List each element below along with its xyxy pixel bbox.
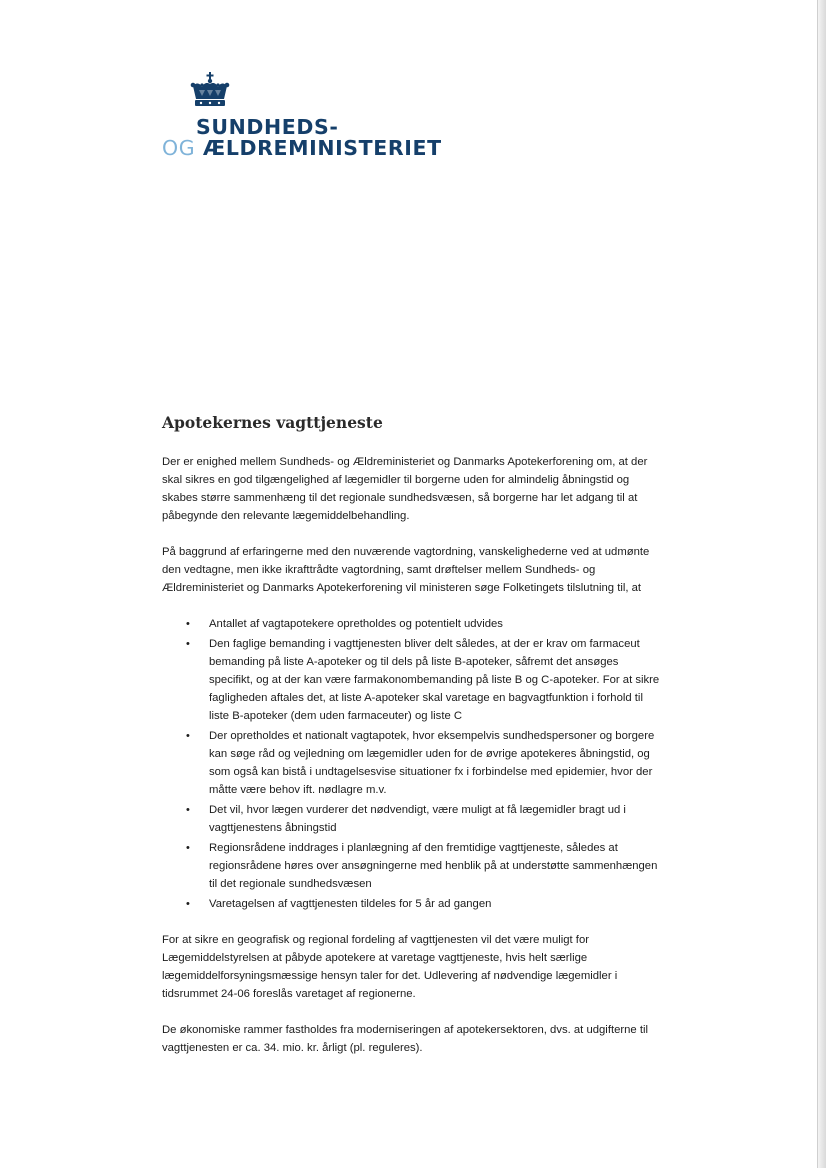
page-edge: [817, 0, 826, 1168]
document-title: Apotekernes vagttjeneste: [162, 413, 383, 432]
list-item: • Antallet af vagtapotekere opretholdes og potentielt udvides: [209, 615, 660, 633]
list-item: • Det vil, hvor lægen vurderer det nødvendigt, være muligt at få lægemidler bragt ud i vagttjenestens åbningstid: [209, 801, 660, 837]
logo-main: ÆLDREMINISTERIET: [202, 136, 442, 160]
measures-list: [162, 615, 660, 913]
logo-line2: [162, 138, 442, 159]
intro-paragraph: Der er enighed mellem Sundheds- og Ældreministeriet og Danmarks Apotekerforening om, at der skal sikres en god tilgængelighed af lægemidler til borgerne uden for almindelig åbningstid og skabes større sammenhæng til det regionale sundhedsvæsen, så borgerne har let adgang til at påbegynde den relevante lægemiddelbehandling.: [162, 456, 648, 522]
list-item: • Regionsrådene inddrages i planlægning af den fremtidige vagttjeneste, således at regionsrådene høres over ansøgningerne med henblik på at understøtte sammenhængen til det regionale sundhedsvæsen: [209, 839, 660, 893]
list-item: • Varetagelsen af vagttjenesten tildeles for 5 år ad gangen: [209, 895, 660, 913]
crown-icon: [190, 72, 230, 110]
list-item: • Der opretholdes et nationalt vagtapotek, hvor eksempelvis sundhedspersoner og borgere kan søge råd og vejledning om lægemidler uden for de øvrige apotekeres åbningstid, og som også kan bistå i undtagelsesvise situationer fx i forbindelse med epidemier, hvor der måtte være behov ift. nødlagre m.v.: [209, 727, 660, 799]
list-item: • Den faglige bemanding i vagttjenesten bliver delt således, at der er krav om farmaceut bemanding på liste A-apoteker og til dels på liste B-apoteker, såfremt det ansøges specifikt, og at der kan være farmakonombemanding på liste B og C-apoteker. For at sikre fagligheden aftales det, at liste A-apoteker skal varetage en bagvagtfunktion i forhold til liste B-apoteker (dem uden farmaceuter) og liste C: [209, 635, 660, 725]
logo-line1: SUNDHEDS-: [196, 115, 339, 139]
economy-paragraph: De økonomiske rammer fastholdes fra moderniseringen af apotekersektoren, dvs. at udgifterne til vagttjenesten er ca. 34. mio. kr. årligt (pl. reguleres).: [162, 1024, 648, 1054]
background-paragraph: På baggrund af erfaringerne med den nuværende vagtordning, vanskelighederne ved at udmønte den vedtagne, men ikke ikrafttrådte vagtordning, samt drøftelser mellem Sundheds- og Ældreministeriet og Danmarks Apotekerforening vil ministeren søge Folketingets tilslutning til, at: [162, 546, 650, 594]
logo-prefix: OG: [162, 136, 196, 160]
distribution-paragraph: For at sikre en geografisk og regional fordeling af vagttjenesten vil det være muligt for Lægemiddelstyrelsen at påbyde apotekere at varetage vagttjeneste, hvis helt særlige lægemiddelforsyningsmæssige hensyn taler for det. Udlevering af nødvendige lægemidler i tidsrummet 24-06 foreslås varetaget af regionerne.: [162, 934, 618, 1000]
ministry-logo: [162, 72, 462, 162]
document-body: [162, 412, 660, 1075]
